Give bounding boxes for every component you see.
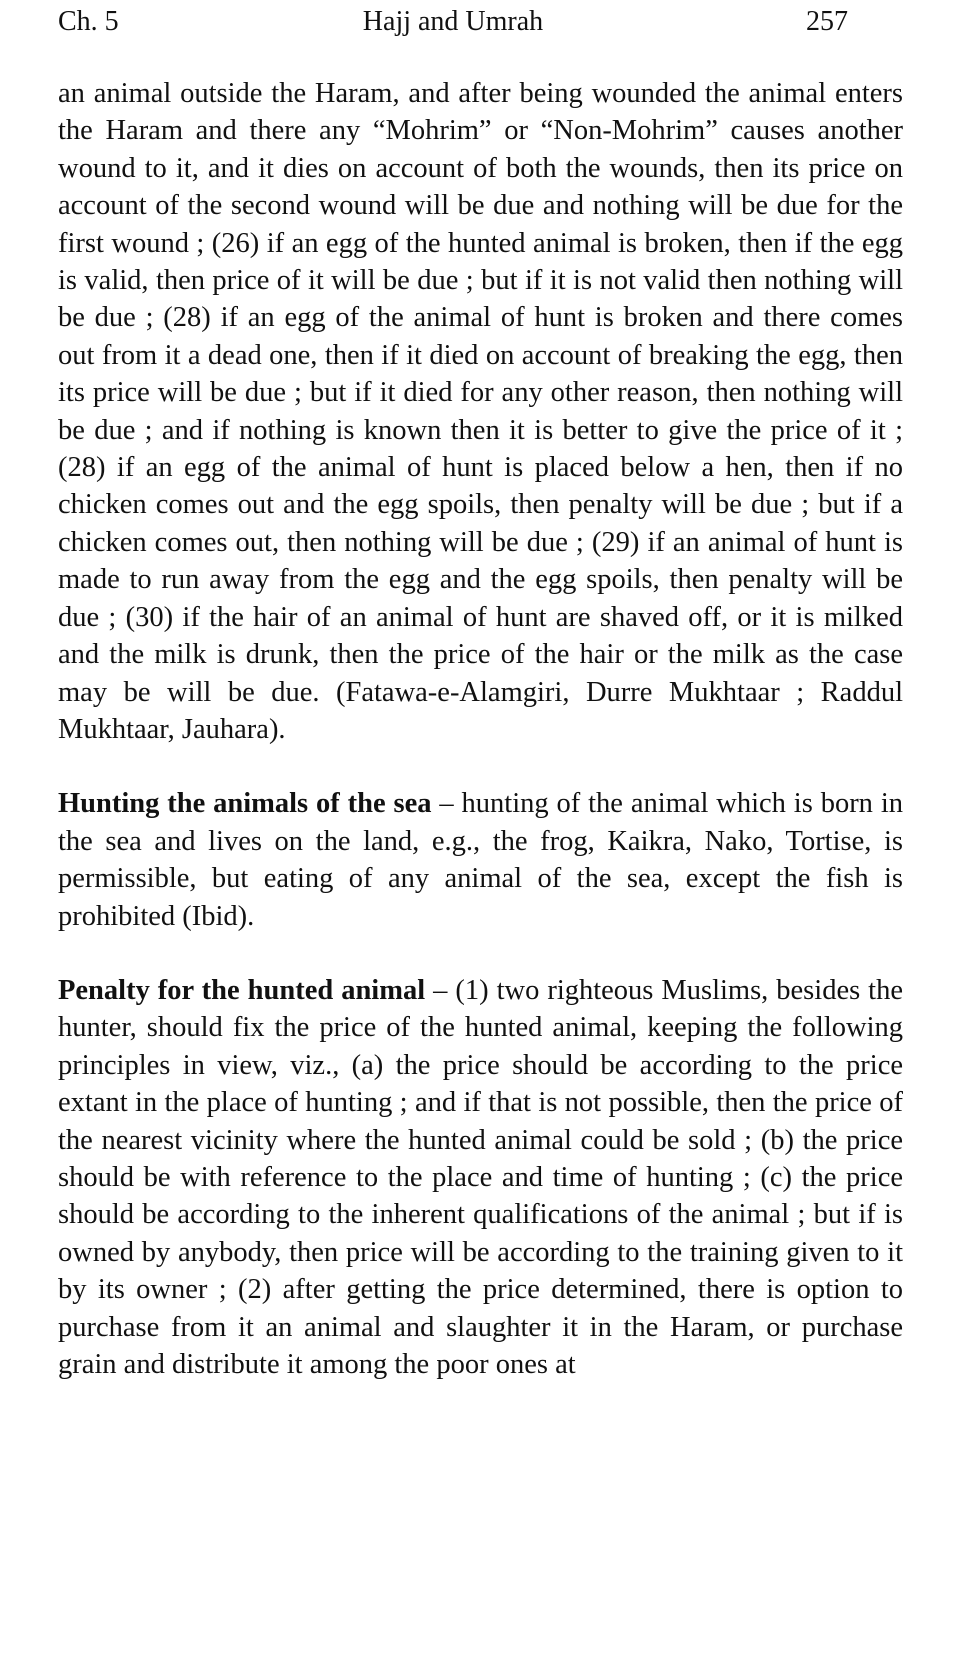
paragraph-heading: Penalty for the hunted animal bbox=[58, 974, 426, 1006]
body-text bbox=[58, 75, 903, 1383]
paragraph-heading: Hunting the animals of the sea bbox=[58, 788, 432, 820]
paragraph-text: – (1) two righteous Muslims, besides the hunter, should fix the price of the hunted animal, keeping the following principles in view, viz., (a) the price should be according to the price extant in the place of hunting ; and if that is not possible, then the price of the nearest vicinity where the hunted animal could be sold ; (b) the price should be with reference to the place and time of hunting ; (c) the price should be according to the inherent qualifications of the animal ; but if is owned by anybody, then price will be according to the training given to it by its owner ; (2) after getting the price determined, there is option to purchase from it an animal and slaughter it in the Haram, or purchase grain and distribute it among the poor ones at bbox=[58, 974, 903, 1380]
paragraph-text: – hunting of the animal which is born in the sea and lives on the land, e.g., the frog, Kaikra, Nako, Tortise, is permissible, but eating of any animal of the sea, except the fish is prohibited (Ibid). bbox=[58, 788, 903, 932]
running-header bbox=[58, 2, 848, 42]
paragraph-text: an animal outside the Haram, and after being wounded the animal enters the Haram and there any “Mohrim” or “Non-Mohrim” causes another wound to it, and it dies on account of both the wounds, then its price on account of the second wound will be due and nothing will be due for the first wound ; (26) if an egg of the hunted animal is broken, then if the egg is valid, then price of it will be due ; but if it is not valid then nothing will be due ; (28) if an egg of the animal of hunt is broken and there comes out from it a dead one, then if it died on account of breaking the egg, then its price will be due ; but if it died for any other reason, then nothing will be due ; and if nothing is known then it is better to give the price of it ; (28) if an egg of the animal of hunt is placed below a hen, then if no chicken comes out and the egg spoils, then penalty will be due ; but if a chicken comes out, then nothing will be due ; (29) if an animal of hunt is made to run away from the egg and the egg spoils, then penalty will be due ; (30) if the hair of an animal of hunt are shaved off, or it is milked and the milk is drunk, then the price of the hair or the milk as the case may be will be due. (Fatawa-e-Alamgiri, Durre Mukhtaar ; Raddul Mukhtaar, Jauhara). bbox=[58, 78, 903, 745]
paragraph-penalty bbox=[58, 972, 903, 1383]
page-number: 257 bbox=[806, 6, 848, 37]
book-title: Hajj and Umrah bbox=[362, 6, 544, 37]
chapter-label: Ch. 5 bbox=[58, 6, 119, 37]
paragraph-sea-animals bbox=[58, 785, 903, 935]
paragraph-continuation bbox=[58, 75, 903, 748]
